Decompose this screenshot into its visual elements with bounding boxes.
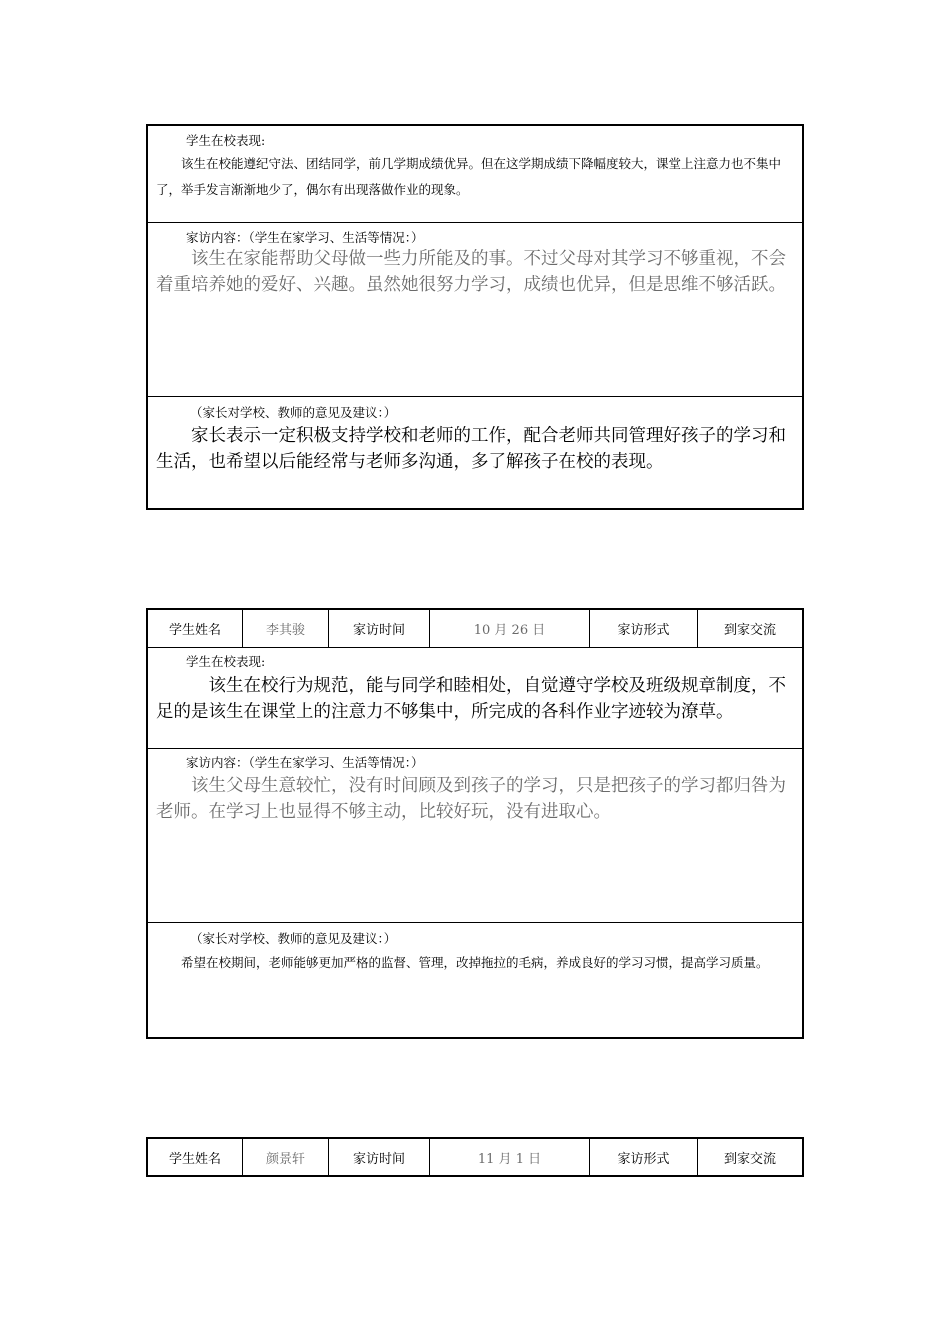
school-performance-text: 该生在校行为规范，能与同学和睦相处，自觉遵守学校及班级规章制度，不足的是该生在课堂上的注意力不够集中，所完成的各科作业字迹较为潦草。 (156, 676, 786, 722)
parent-opinion-section (148, 922, 802, 1037)
visit-content-text: 该生父母生意较忙，没有时间顾及到孩子的学习，只是把孩子的学习都归咎为老师。在学习上也显得不够主动，比较好玩，没有进取心。 (156, 776, 786, 822)
visit-form-value: 到家交流 (697, 610, 802, 647)
visit-content-label: 家访内容：（学生在家学习、生活等情况：） (186, 230, 424, 245)
visit-form-label: 家访形式 (589, 610, 697, 647)
visit-content-text: 该生在家能帮助父母做一些力所能及的事。不过父母对其学习不够重视，不会着重培养她的爱好、兴趣。虽然她很努力学习，成绩也优异，但是思维不够活跃。 (156, 249, 786, 295)
parent-opinion-section (148, 396, 802, 510)
visit-content-section (148, 748, 802, 922)
visit-header-row (148, 610, 802, 647)
visit-form-2 (146, 608, 804, 1039)
student-name-value: 李其骏 (242, 610, 328, 647)
parent-opinion-text: 希望在校期间，老师能够更加严格的监督、管理，改掉拖拉的毛病，养成良好的学习习惯，提高学习质量。 (181, 955, 769, 970)
school-performance-section (148, 647, 802, 748)
student-name-label: 学生姓名 (168, 1152, 221, 1167)
visit-time-value: 10 月 26 日 (429, 610, 589, 647)
parent-opinion-label: （家长对学校、教师的意见及建议：） (190, 931, 397, 946)
parent-opinion-text: 家长表示一定积极支持学校和老师的工作，配合老师共同管理好孩子的学习和生活，也希望以后能经常与老师多沟通，多了解孩子在校的表现。 (156, 426, 786, 472)
visit-form-label: 家访形式 (589, 1139, 697, 1176)
visit-time-value: 11 月 1 日 (429, 1139, 589, 1176)
school-performance-label: 学生在校表现: (186, 133, 266, 148)
parent-opinion-label: （家长对学校、教师的意见及建议：） (190, 405, 397, 420)
visit-form-1 (146, 124, 804, 510)
visit-time-label: 家访时间 (328, 610, 429, 647)
visit-form-value: 到家交流 (697, 1139, 802, 1176)
school-performance-label: 学生在校表现: (186, 654, 266, 669)
visit-time-label: 家访时间 (328, 1139, 429, 1176)
visit-form-3 (146, 1137, 804, 1177)
student-name-value: 颜景轩 (242, 1139, 328, 1176)
student-name-label: 学生姓名 (168, 623, 221, 638)
school-performance-text: 该生在校能遵纪守法、团结同学，前几学期成绩优异。但在这学期成绩下降幅度较大，课堂上注意力也不集中了，举手发言渐渐地少了，偶尔有出现落做作业的现象。 (156, 156, 782, 197)
visit-content-section (148, 222, 802, 396)
visit-content-label: 家访内容：（学生在家学习、生活等情况：） (186, 755, 424, 770)
school-performance-section (148, 126, 802, 222)
visit-header-row (148, 1139, 802, 1176)
